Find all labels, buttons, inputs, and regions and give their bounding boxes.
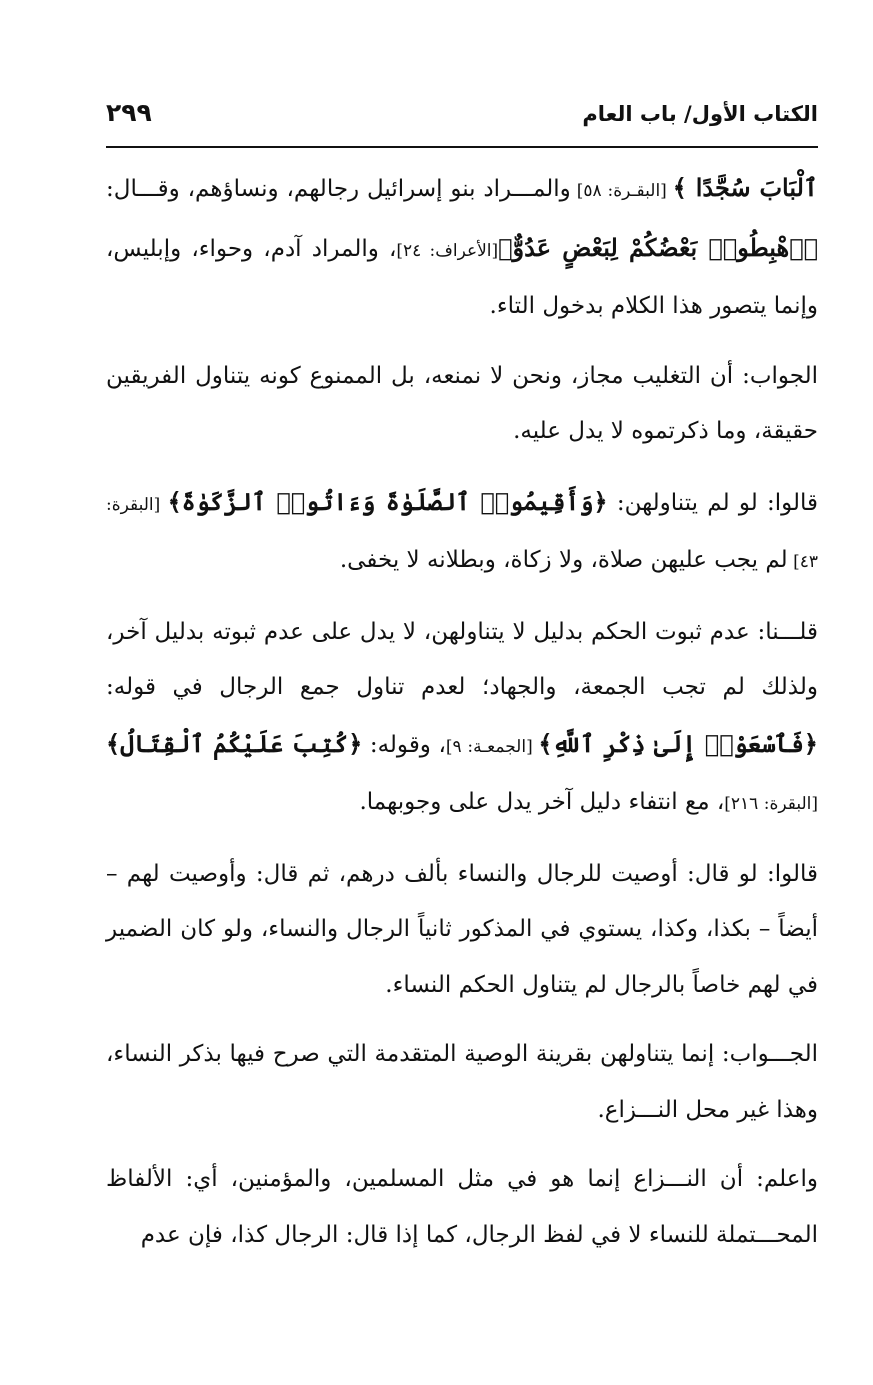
quran-verse: ٱلْبَابَ سُجَّدًا ﴾ [672,173,818,202]
text-run: قالوا: لو لم يتناولهن: [607,489,818,516]
text-run: لم يجب عليهن صلاة، ولا زكاة، وبطلانه لا يخفى. [339,547,788,573]
text-run: واعلم: أن النـــزاع إنما هو في مثل المسلمين، والمؤمنين، أي: الألفاظ المحـــتملة للنساء لا في لفظ الرجال، كما إذا قال: الرجال كذا، فإن عدم [106,1166,818,1248]
page-header [106,96,818,136]
paragraph [106,474,818,591]
verse-reference: [الأعراف: ٢٤] [396,240,499,261]
quran-verse: ﴿كُتِبَ عَلَيْكُمُ ٱلْقِتَالُ﴾ [106,728,363,758]
body-text [106,160,818,1277]
text-run: ، مع انتفاء دليل آخر يدل على وجوبهما. [359,789,725,815]
quran-verse: ﴿ٱهْبِطُوا۟ بَعْضُكُمْ لِبَعْضٍ عَدُوٌّ﴾ [498,232,818,262]
paragraph [106,847,818,1014]
verse-reference: [البقرة: ٢١٦] [724,794,818,814]
paragraph [106,605,818,833]
paragraph [106,1027,818,1138]
paragraph [106,349,818,460]
verse-reference: [البقـرة: ٥٨] [570,181,673,201]
text-run: ، والمراد آدم، وحواء، وإبليس، وإنما يتصور هذا الكلام بدخول التاء. [106,235,818,319]
text-run: الجـــواب: إنما يتناولهن بقرينة الوصية المتقدمة التي صرح فيها بذكر النساء، وهذا غير محل النـــزاع. [106,1041,818,1123]
verse-reference: [الجمعـة: ٩] [445,736,539,757]
paragraph [106,160,818,335]
text-run: قلـــنا: عدم ثبوت الحكم بدليل لا يتناولهن، لا يدل على عدم ثبوته بدليل آخر، ولذلك لم تجب الجمعة، والجهاد؛ لعدم تناول جمع الرجال في قوله: [106,618,818,700]
page-number: ٢٩٩ [106,98,152,127]
verse-reference: [البقرة: ٤٣] [106,494,818,572]
header-divider [106,146,818,148]
text-run: والمـــراد بنو إسرائيل رجالهم، ونساؤهم، وقـــال: [106,176,571,202]
quran-verse: ﴿فَٱسْعَوْا۟ إِلَىٰ ذِكْرِ ٱللَّهِ﴾ [538,728,818,758]
quran-verse: ﴿وَأَقِيمُوا۟ ٱلصَّلَوٰةَ وَءَاتُوا۟ ٱلزَّكَوٰةَ﴾ [167,486,608,516]
text-run: قالوا: لو قال: أوصيت للرجال والنساء بألف درهم، ثم قال: وأوصيت لهم – أيضاً – بكذا، وكذا، يستوي في المذكور ثانياً الرجال والنساء، ولو كان الضمير في لهم خاصاً بالرجال لم يتناول الحكم النساء. [106,860,818,998]
running-title: الكتاب الأول/ باب العام [582,102,818,126]
paragraph [106,1152,818,1263]
text-run: ، وقوله: [362,731,446,758]
text-run: الجواب: أن التغليب مجاز، ونحن لا نمنعه، بل الممنوع كونه يتناول الفريقين حقيقة، وما ذكرتموه لا يدل عليه. [106,362,818,444]
